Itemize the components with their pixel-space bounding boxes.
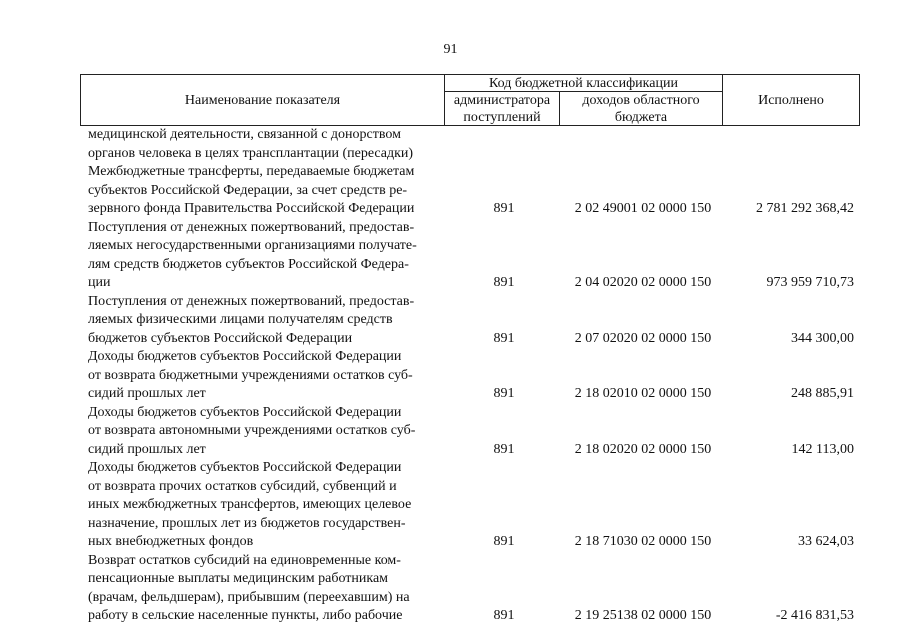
executed-amount: 142 113,00 (791, 441, 854, 457)
description-line: субъектов Российской Федерации, за счет средств ре- (88, 182, 408, 198)
admin-code: 891 (493, 275, 515, 290)
description-line: сидий прошлых лет (88, 386, 206, 401)
description-line: медицинской деятельности, связанной с донорством (88, 127, 401, 142)
table-row (88, 219, 858, 293)
table-row (88, 126, 858, 163)
executed-amount: 344 300,00 (791, 330, 854, 346)
description-line: (врачам, фельдшерам), прибывшим (переехавшим) на (88, 589, 410, 605)
executed-amount: 248 885,91 (791, 386, 854, 401)
description-line: бюджетов субъектов Российской Федерации (88, 330, 353, 346)
description-line: Доходы бюджетов субъектов Российской Федерации (88, 460, 402, 475)
description-line: Межбюджетные трансферты, передаваемые бюджетам (88, 164, 415, 179)
header-executed-column: Исполнено (758, 92, 824, 108)
description-line: зервного фонда Правительства Российской Федерации (88, 201, 415, 216)
table-row (88, 552, 858, 626)
table-row (88, 293, 858, 349)
budget-code: 2 19 25138 02 0000 150 (574, 608, 712, 623)
budget-code: 2 18 02020 02 0000 150 (574, 441, 712, 457)
table-row (88, 404, 858, 460)
description-line: от возврата прочих остатков субсидий, субвенций и (88, 478, 397, 494)
table-body (88, 126, 858, 626)
header-income-line1: доходов областного (582, 92, 700, 108)
description-line: ляемых негосударственными организациями получате- (88, 238, 417, 253)
description-line: лям средств бюджетов субъектов Российской Федера- (88, 256, 409, 272)
description-line: от возврата автономными учреждениями остатков суб- (88, 423, 416, 438)
header-admin-line2: поступлений (463, 109, 541, 125)
header-income-column (560, 92, 723, 125)
executed-amount: -2 416 831,53 (775, 608, 854, 623)
description-line: ции (88, 275, 111, 290)
table-row (88, 163, 858, 219)
executed-amount: 973 959 710,73 (766, 275, 854, 290)
admin-code: 891 (493, 201, 515, 216)
admin-code: 891 (493, 441, 515, 457)
description-line: иных межбюджетных трансфертов, имеющих целевое (88, 497, 412, 512)
description-line: сидий прошлых лет (88, 441, 206, 457)
description-line: ляемых физическими лицами получателям средств (88, 312, 393, 327)
header-admin-line1: администратора (453, 92, 551, 108)
description-line: работу в сельские населенные пункты, либо рабочие (88, 608, 403, 623)
budget-code: 2 18 02010 02 0000 150 (574, 386, 712, 401)
admin-code: 891 (493, 534, 515, 549)
table-header (80, 74, 860, 126)
budget-code: 2 02 49001 02 0000 150 (574, 201, 712, 216)
description-line: Поступления от денежных пожертвований, предостав- (88, 219, 415, 235)
budget-code: 2 04 02020 02 0000 150 (574, 275, 712, 290)
description-line: пенсационные выплаты медицинским работникам (88, 571, 389, 586)
header-code-group: Код бюджетной классификации (445, 75, 723, 92)
admin-code: 891 (493, 386, 515, 401)
description-line: Доходы бюджетов субъектов Российской Федерации (88, 349, 402, 364)
admin-code: 891 (493, 330, 515, 346)
header-admin-column (445, 92, 560, 125)
executed-amount: 33 624,03 (798, 534, 854, 549)
description-line: ных внебюджетных фондов (88, 534, 254, 549)
executed-amount: 2 781 292 368,42 (756, 201, 854, 216)
budget-code: 2 18 71030 02 0000 150 (574, 534, 712, 549)
budget-code: 2 07 02020 02 0000 150 (574, 330, 712, 346)
description-line: органов человека в целях трансплантации (пересадки) (88, 145, 414, 161)
header-income-line2: бюджета (614, 109, 668, 125)
description-line: Поступления от денежных пожертвований, предостав- (88, 293, 415, 309)
header-name-column: Наименование показателя (81, 75, 445, 125)
description-line: Доходы бюджетов субъектов Российской Федерации (88, 404, 402, 420)
table-row (88, 459, 858, 552)
description-line: Возврат остатков субсидий на единовременные ком- (88, 552, 401, 568)
description-line: от возврата бюджетными учреждениями остатков суб- (88, 367, 413, 383)
page-number: 91 (443, 42, 458, 57)
table-row (88, 348, 858, 404)
description-line: назначение, прошлых лет из бюджетов государствен- (88, 515, 406, 531)
admin-code: 891 (493, 608, 515, 623)
